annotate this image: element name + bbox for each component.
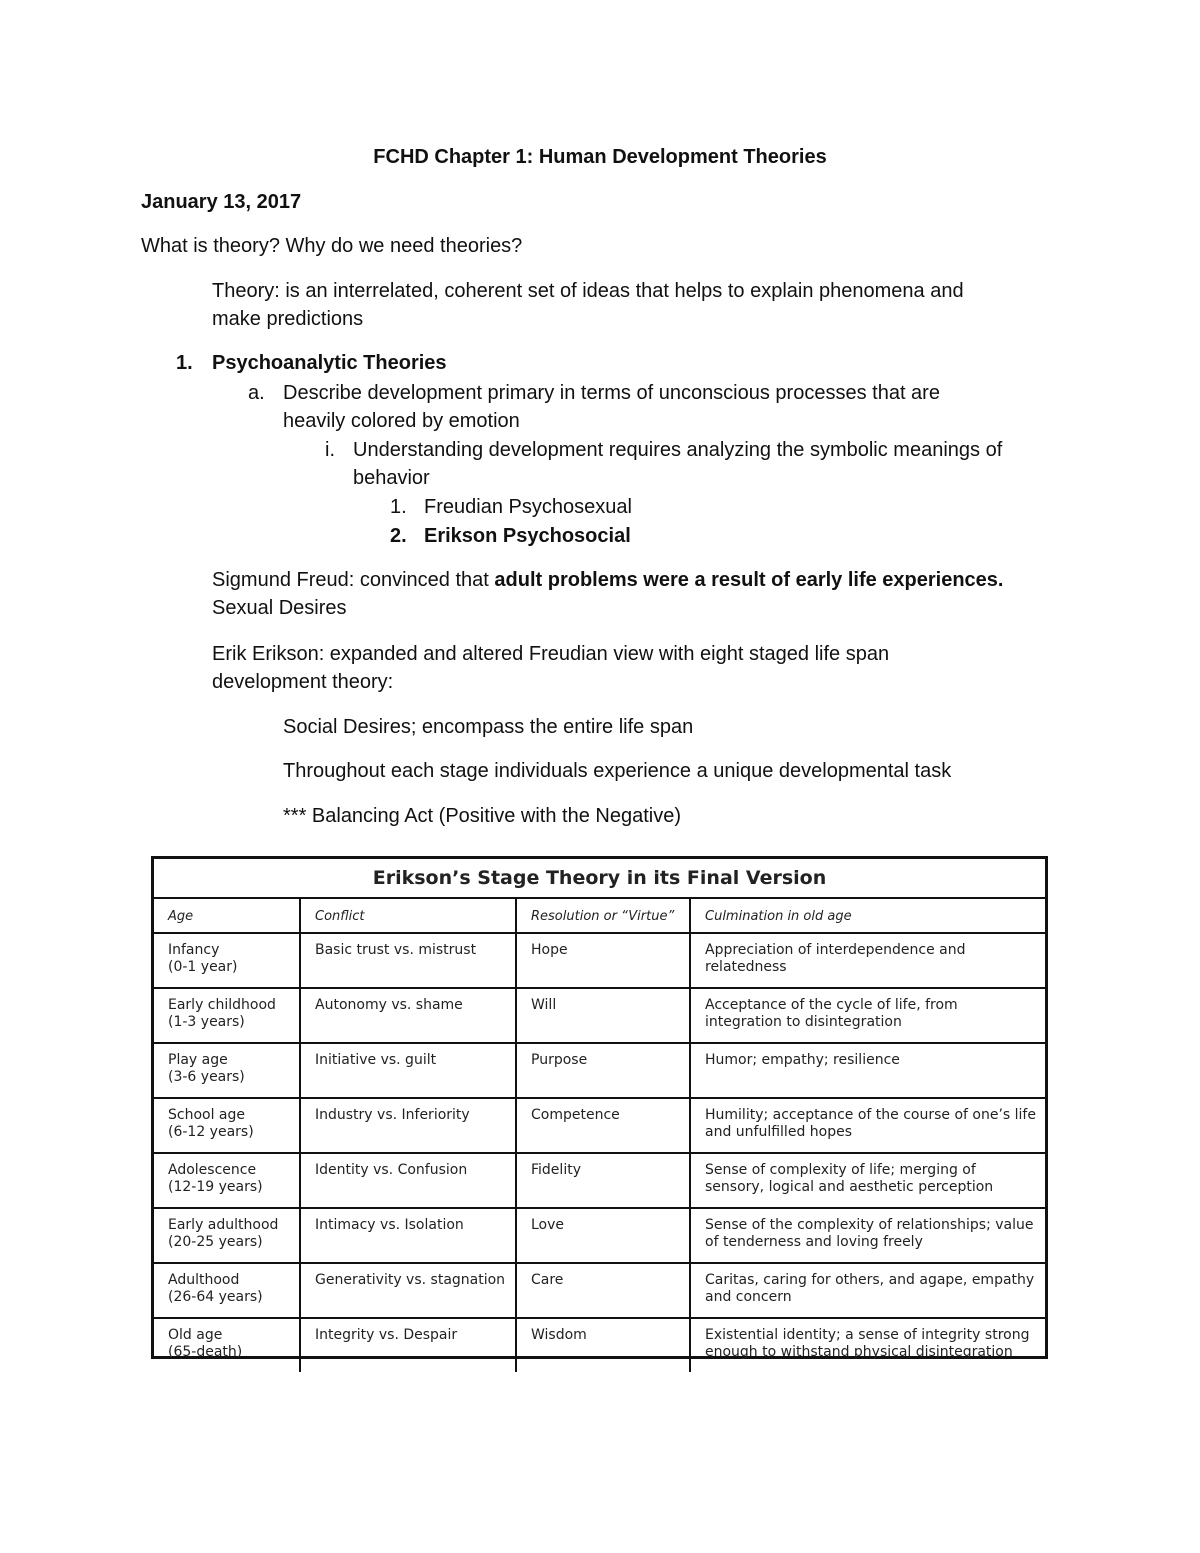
erikson-point-1: Social Desires; encompass the entire life span — [283, 716, 694, 738]
cell-culmination: Appreciation of interdependence and relatedness — [705, 942, 966, 975]
date: January 13, 2017 — [141, 191, 302, 213]
outline-a-marker: a. — [248, 382, 265, 404]
cell-conflict: Identity vs. Confusion — [301, 1154, 517, 1207]
cell-virtue: Hope — [517, 934, 691, 987]
erikson-point-3: *** Balancing Act (Positive with the Negative) — [283, 805, 681, 827]
cell-culmination: Existential identity; a sense of integrity strong enough to withstand physical disintegration — [705, 1327, 1030, 1360]
table-row — [154, 989, 1045, 1044]
erikson-line-1: Erik Erikson: expanded and altered Freudian view with eight staged life span — [212, 643, 890, 665]
outline-a-line-1: Describe development primary in terms of unconscious processes that are — [283, 382, 940, 404]
outline-sub-1-number: 1. — [390, 496, 407, 518]
table-row — [154, 1319, 1045, 1372]
cell-conflict: Autonomy vs. shame — [301, 989, 517, 1042]
table-row — [154, 1154, 1045, 1209]
freud-bold: adult problems were a result of early life experiences. — [494, 569, 1004, 591]
header-age: Age — [154, 899, 301, 932]
erikson-line-2: development theory: — [212, 671, 394, 693]
freud-statement — [212, 566, 1003, 594]
cell-virtue: Will — [517, 989, 691, 1042]
cell-culmination: Acceptance of the cycle of life, from integration to disintegration — [705, 997, 958, 1030]
cell-age: Old age (65-death) — [154, 1319, 301, 1372]
theory-definition-line-1: Theory: is an interrelated, coherent set of ideas that helps to explain phenomena and — [212, 280, 964, 302]
outline-freudian: Freudian Psychosexual — [424, 496, 632, 518]
cell-conflict: Industry vs. Inferiority — [301, 1099, 517, 1152]
table-row — [154, 1099, 1045, 1154]
cell-age: Adolescence (12-19 years) — [154, 1154, 301, 1207]
erikson-point-2: Throughout each stage individuals experience a unique developmental task — [283, 760, 952, 782]
table-caption: Erikson’s Stage Theory in its Final Version — [154, 859, 1045, 899]
table-row — [154, 1264, 1045, 1319]
outline-erikson: Erikson Psychosocial — [424, 525, 631, 547]
erikson-stage-table — [151, 856, 1048, 1359]
table-header-row — [154, 899, 1045, 934]
cell-culmination: Humor; empathy; resilience — [705, 1052, 900, 1068]
freud-line-2: Sexual Desires — [212, 597, 347, 619]
table-row — [154, 1209, 1045, 1264]
outline-i-marker: i. — [325, 439, 335, 461]
cell-age: Infancy (0-1 year) — [154, 934, 301, 987]
freud-prefix: Sigmund Freud: convinced that — [212, 569, 495, 591]
header-virtue: Resolution or “Virtue” — [517, 899, 691, 932]
cell-age: Adulthood (26-64 years) — [154, 1264, 301, 1317]
outline-i-line-2: behavior — [353, 467, 430, 489]
header-culmination: Culmination in old age — [705, 909, 852, 924]
table-row — [154, 934, 1045, 989]
cell-virtue: Competence — [517, 1099, 691, 1152]
cell-conflict: Intimacy vs. Isolation — [301, 1209, 517, 1262]
cell-conflict: Initiative vs. guilt — [301, 1044, 517, 1097]
page-title: FCHD Chapter 1: Human Development Theories — [373, 146, 827, 168]
table-row — [154, 1044, 1045, 1099]
cell-virtue: Care — [517, 1264, 691, 1317]
cell-age: Early childhood (1-3 years) — [154, 989, 301, 1042]
outline-a-line-2: heavily colored by emotion — [283, 410, 520, 432]
outline-sub-2-number: 2. — [390, 525, 407, 547]
cell-culmination: Sense of the complexity of relationships; value of tenderness and loving freely — [705, 1217, 1034, 1250]
outline-item-1-number: 1. — [176, 352, 193, 374]
cell-culmination: Sense of complexity of life; merging of sensory, logical and aesthetic perception — [705, 1162, 994, 1195]
outline-item-psychoanalytic: Psychoanalytic Theories — [212, 352, 447, 374]
cell-culmination: Caritas, caring for others, and agape, empathy and concern — [705, 1272, 1035, 1305]
header-conflict: Conflict — [301, 899, 517, 932]
question: What is theory? Why do we need theories? — [141, 235, 523, 257]
cell-conflict: Integrity vs. Despair — [301, 1319, 517, 1372]
outline-i-line-1: Understanding development requires analyzing the symbolic meanings of — [353, 439, 1003, 461]
theory-definition-line-2: make predictions — [212, 308, 364, 330]
cell-virtue: Love — [517, 1209, 691, 1262]
cell-culmination: Humility; acceptance of the course of one’s life and unfulfilled hopes — [705, 1107, 1036, 1140]
cell-virtue: Fidelity — [517, 1154, 691, 1207]
cell-conflict: Generativity vs. stagnation — [301, 1264, 517, 1317]
cell-conflict: Basic trust vs. mistrust — [301, 934, 517, 987]
cell-age: Play age (3-6 years) — [154, 1044, 301, 1097]
cell-age: Early adulthood (20-25 years) — [154, 1209, 301, 1262]
cell-age: School age (6-12 years) — [154, 1099, 301, 1152]
cell-virtue: Purpose — [517, 1044, 691, 1097]
cell-virtue: Wisdom — [517, 1319, 691, 1372]
